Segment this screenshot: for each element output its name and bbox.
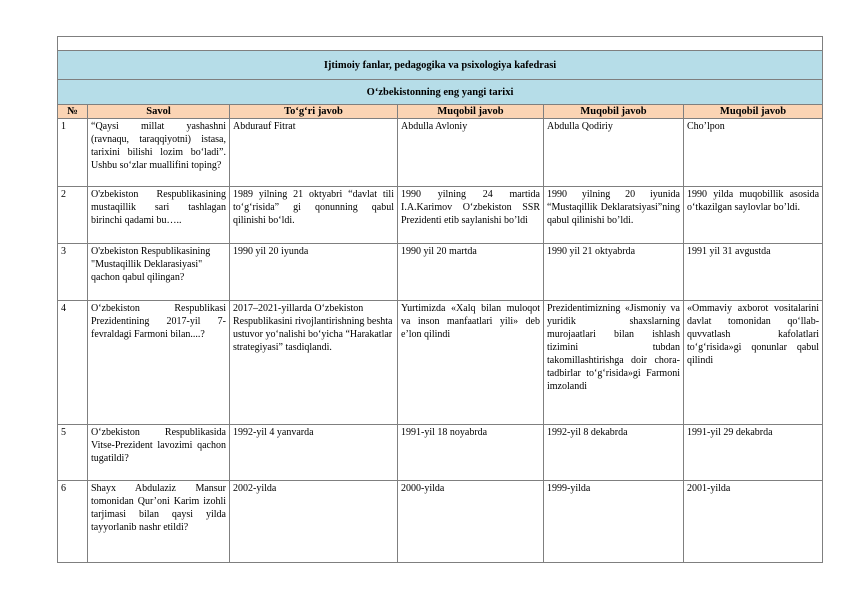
header-question: Savol — [88, 105, 230, 119]
table-row — [58, 187, 823, 244]
alternative-answer-cell: 1991-yil 29 dekabrda — [684, 425, 823, 481]
subject-title: O‘zbekistonning eng yangi tarixi — [58, 80, 823, 105]
row-number: 4 — [58, 301, 88, 425]
row-number: 1 — [58, 119, 88, 187]
blank-cell — [58, 37, 823, 51]
header-alternative-answer-3: Muqobil javob — [684, 105, 823, 119]
row-number: 2 — [58, 187, 88, 244]
alternative-answer-cell: Prezidentimizning «Jismoniy va yuridik shaxslarning murojaatlari bilan ishlash tizimini tubdan takomillashtirishga doir chora-tadbirlar to‘g‘risida»gi Farmoni imzolandi — [544, 301, 684, 425]
alternative-answer-cell: 1990 yilning 20 iyunida “Mustaqillik Deklaratsiyasi”ning qabul qilinishi bo’ldi. — [544, 187, 684, 244]
correct-answer-cell: 1989 yilning 21 oktyabri “davlat tili to‘g‘risida” gi qonunning qabul qilinishi bo‘ldi. — [230, 187, 398, 244]
question-cell: O‘zbekiston Respublikasi Prezidentining 2017-yil 7-fevraldagi Farmoni bilan....? — [88, 301, 230, 425]
question-cell: O'zbekiston Respublikasining "Mustaqillik Deklarasiyasi" qachon qabul qilingan? — [88, 244, 230, 301]
row-number: 6 — [58, 481, 88, 563]
alternative-answer-cell: 1990 yil 20 martda — [398, 244, 544, 301]
alternative-answer-cell: 2000-yilda — [398, 481, 544, 563]
header-row — [58, 105, 823, 119]
table-row — [58, 244, 823, 301]
correct-answer-cell: 1990 yil 20 iyunda — [230, 244, 398, 301]
department-title: Ijtimoiy fanlar, pedagogika va psixologiya kafedrasi — [58, 51, 823, 80]
table-row — [58, 301, 823, 425]
alternative-answer-cell: Abdulla Avloniy — [398, 119, 544, 187]
subject-row — [58, 80, 823, 105]
alternative-answer-cell: 1991 yil 31 avgustda — [684, 244, 823, 301]
correct-answer-cell: 1992-yil 4 yanvarda — [230, 425, 398, 481]
table-row — [58, 119, 823, 187]
alternative-answer-cell: 1990 yil 21 oktyabrda — [544, 244, 684, 301]
quiz-table — [57, 36, 823, 563]
alternative-answer-cell: Cho’lpon — [684, 119, 823, 187]
alternative-answer-cell: Yurtimizda «Xalq bilan muloqot va inson manfaatlari yili» deb e’lon qilindi — [398, 301, 544, 425]
table-row — [58, 481, 823, 563]
row-number: 3 — [58, 244, 88, 301]
alternative-answer-cell: 1990 yilda muqobillik asosida o‘tkazilgan saylovlar bo’ldi. — [684, 187, 823, 244]
alternative-answer-cell: 1992-yil 8 dekabrda — [544, 425, 684, 481]
alternative-answer-cell: «Ommaviy axborot vositalarini davlat tomonidan qo‘llab-quvvatlash kafolatlari to‘g‘risida»gi qonunlar qabul qilindi — [684, 301, 823, 425]
blank-row — [58, 37, 823, 51]
correct-answer-cell: 2002-yilda — [230, 481, 398, 563]
header-correct-answer: To‘g‘ri javob — [230, 105, 398, 119]
alternative-answer-cell: 2001-yilda — [684, 481, 823, 563]
correct-answer-cell: Abdurauf Fitrat — [230, 119, 398, 187]
question-cell: O‘zbekiston Respublikasida Vitse-Prezident lavozimi qachon tugatildi? — [88, 425, 230, 481]
alternative-answer-cell: 1990 yilning 24 martida I.A.Karimov O‘zbekiston SSR Prezidenti etib saylanishi bo’ldi — [398, 187, 544, 244]
header-alternative-answer-1: Muqobil javob — [398, 105, 544, 119]
header-number: № — [58, 105, 88, 119]
alternative-answer-cell: Abdulla Qodiriy — [544, 119, 684, 187]
alternative-answer-cell: 1999-yilda — [544, 481, 684, 563]
header-alternative-answer-2: Muqobil javob — [544, 105, 684, 119]
row-number: 5 — [58, 425, 88, 481]
question-cell: O'zbekiston Respublikasining mustaqillik sari tashlagan birinchi qadami bu….. — [88, 187, 230, 244]
alternative-answer-cell: 1991-yil 18 noyabrda — [398, 425, 544, 481]
department-row — [58, 51, 823, 80]
question-cell: “Qaysi millat yashashni (ravnaqu, taraqqiyotni) istasa, tarixini bilishi lozim bo‘ladi”. Ushbu so‘zlar muallifini toping? — [88, 119, 230, 187]
correct-answer-cell: 2017–2021-yillarda O‘zbekiston Respublikasini rivojlantirishning beshta ustuvor yo‘nalishi bo‘yicha “Harakatlar strategiyasi” tasdiqlandi. — [230, 301, 398, 425]
table-row — [58, 425, 823, 481]
question-cell: Shayx Abdulaziz Mansur tomonidan Qur’oni Karim izohli tarjimasi bilan qaysi yilda tayyorlanib nashr etildi? — [88, 481, 230, 563]
